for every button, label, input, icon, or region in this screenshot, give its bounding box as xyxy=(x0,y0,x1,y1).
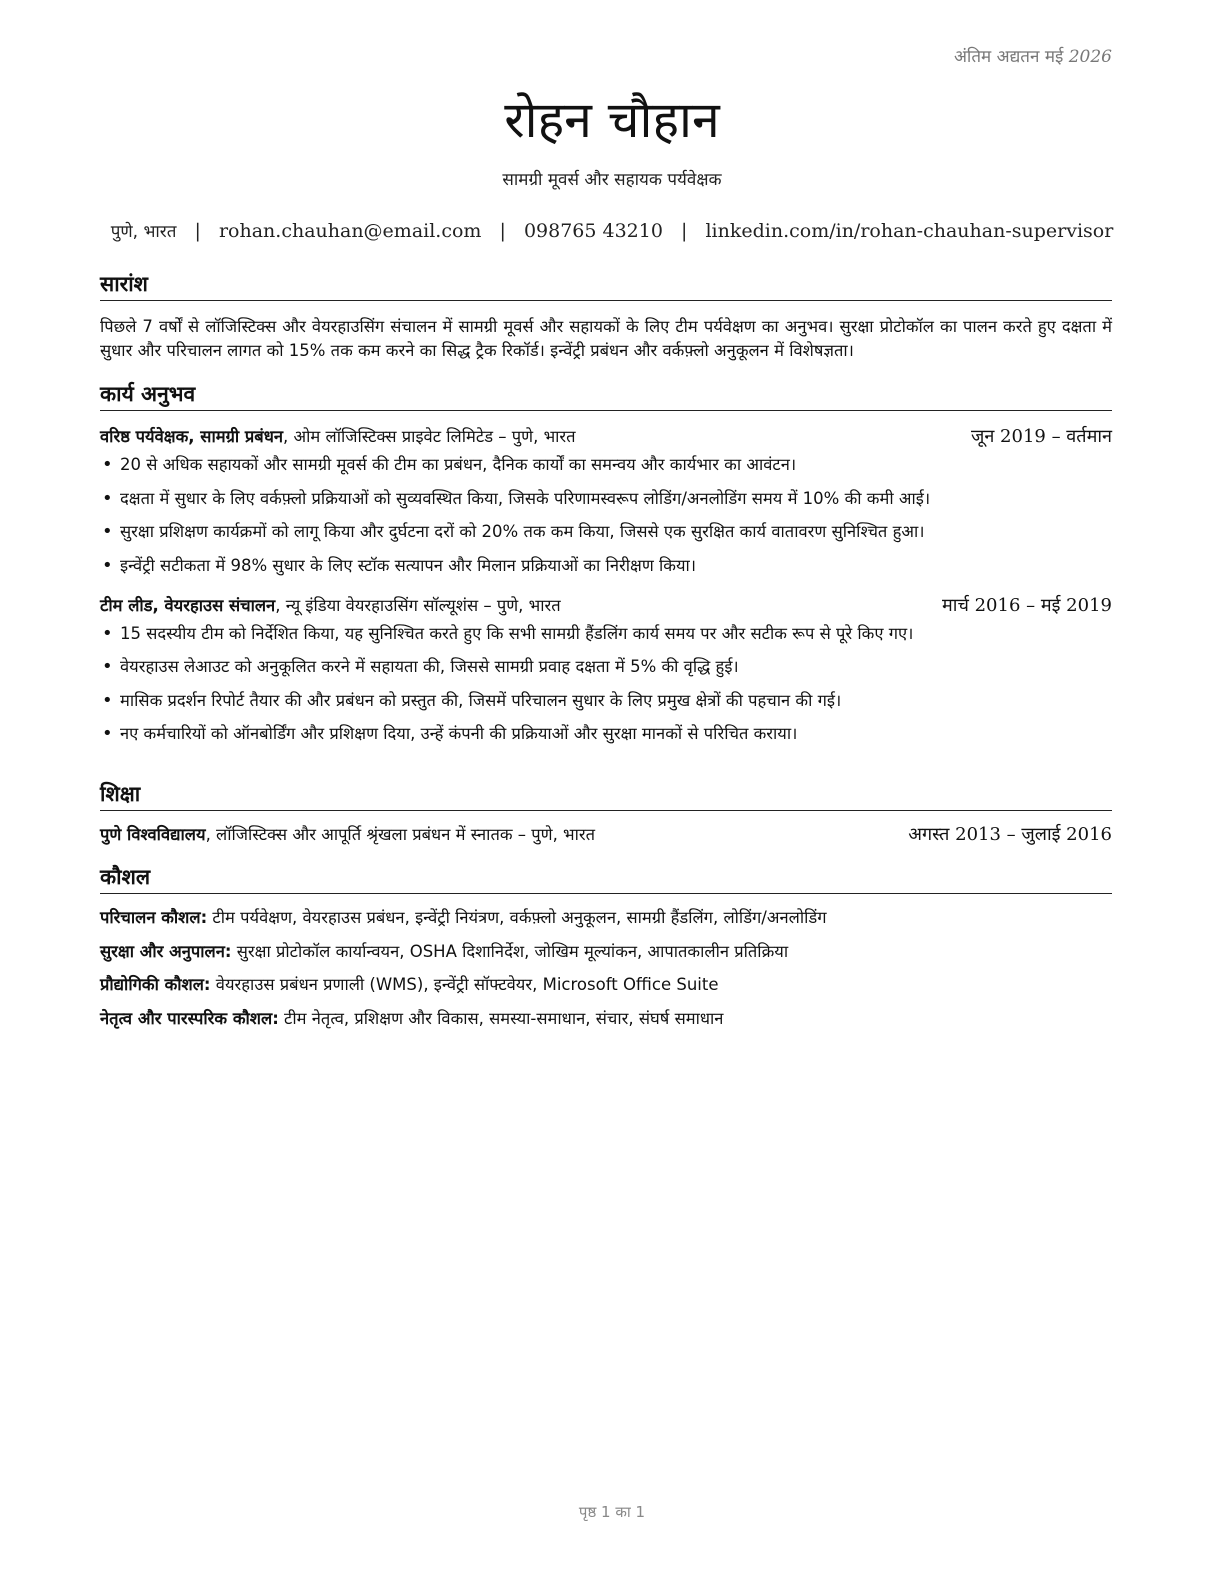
job-dates: जून 2019 – वर्तमान xyxy=(970,426,1112,447)
education-dates: अगस्त 2013 – जुलाई 2016 xyxy=(908,824,1112,845)
skill-label: परिचालन कौशल: xyxy=(100,908,208,927)
job-bullets xyxy=(100,453,1112,578)
job-role: टीम लीड, वेयरहाउस संचालन xyxy=(100,595,276,615)
last-updated-year: 2026 xyxy=(1068,47,1112,67)
bullet-item: • इन्वेंट्री सटीकता में 98% सुधार के लिए स्टॉक सत्यापन और मिलान प्रक्रियाओं का निरीक्षण किया। xyxy=(100,554,1112,578)
skill-row xyxy=(100,940,1112,964)
skills-section xyxy=(100,863,1112,1040)
education-heading: शिक्षा xyxy=(100,780,1112,811)
job-entry xyxy=(100,425,1112,578)
job-entry xyxy=(100,594,1112,747)
summary-heading: सारांश xyxy=(100,270,1112,301)
skill-row xyxy=(100,1007,1112,1031)
bullet-item: • मासिक प्रदर्शन रिपोर्ट तैयार की और प्रबंधन को प्रस्तुत की, जिसमें परिचालन सुधार के लिए प्रमुख क्षेत्रों की पहचान की गई। xyxy=(100,689,1112,713)
contact-separator: | xyxy=(681,220,688,242)
education-entry xyxy=(100,823,1112,847)
bullet-item: • 15 सदस्यीय टीम को निर्देशित किया, यह सुनिश्चित करते हुए कि सभी सामग्री हैंडलिंग कार्य समय पर और सटीक रूप से पूरे किए गए। xyxy=(100,622,1112,646)
skill-value: सुरक्षा प्रोटोकॉल कार्यान्वयन, OSHA दिशानिर्देश, जोखिम मूल्यांकन, आपातकालीन प्रतिक्रिया xyxy=(231,941,789,961)
education-section xyxy=(100,780,1112,847)
skill-value: टीम नेतृत्व, प्रशिक्षण और विकास, समस्या-समाधान, संचार, संघर्ष समाधान xyxy=(278,1008,724,1028)
experience-heading: कार्य अनुभव xyxy=(100,380,1112,411)
skill-value: वेयरहाउस प्रबंधन प्रणाली (WMS), इन्वेंट्री सॉफ्टवेयर, Microsoft Office Suite xyxy=(210,975,719,994)
skills-list xyxy=(100,906,1112,1031)
contact-separator: | xyxy=(194,220,201,242)
job-org: , न्यू इंडिया वेयरहाउसिंग सॉल्यूशंस – पुणे, भारत xyxy=(275,595,561,615)
bullet-item: • वेयरहाउस लेआउट को अनुकूलित करने में सहायता की, जिससे सामग्री प्रवाह दक्षता में 5% की वृद्धि हुई। xyxy=(100,655,1112,679)
skill-label: नेतृत्व और पारस्परिक कौशल: xyxy=(100,1008,279,1028)
contact-line xyxy=(0,219,1224,242)
contact-email[interactable]: rohan.chauhan@email.com xyxy=(218,220,482,242)
candidate-name: रोहन चौहान xyxy=(504,91,720,149)
contact-linkedin[interactable]: linkedin.com/in/rohan-chauhan-supervisor xyxy=(705,220,1114,242)
bullet-item: • 20 से अधिक सहायकों और सामग्री मूवर्स की टीम का प्रबंधन, दैनिक कार्यों का समन्वय और कार्यभार का आवंटन। xyxy=(100,453,1112,477)
job-dates: मार्च 2016 – मई 2019 xyxy=(942,594,1112,616)
skill-row xyxy=(100,906,1112,930)
experience-section xyxy=(100,380,1112,756)
contact-phone[interactable]: 098765 43210 xyxy=(523,220,663,242)
summary-section xyxy=(100,270,1112,363)
skill-label: सुरक्षा और अनुपालन: xyxy=(100,941,232,961)
contact-location: पुणे, भारत xyxy=(110,222,177,242)
skill-row xyxy=(100,973,1112,997)
job-header xyxy=(100,425,1112,449)
education-degree: , लॉजिस्टिक्स और आपूर्ति श्रृंखला प्रबंधन में स्नातक – पुणे, भारत xyxy=(205,825,596,844)
job-role: वरिष्ठ पर्यवेक्षक, सामग्री प्रबंधन xyxy=(100,427,284,446)
job-bullets xyxy=(100,622,1112,747)
education-school: पुणे विश्वविद्यालय xyxy=(100,825,206,844)
skill-value: टीम पर्यवेक्षण, वेयरहाउस प्रबंधन, इन्वेंट्री नियंत्रण, वर्कफ़्लो अनुकूलन, सामग्री हैंडलिंग, लोडिंग/अनलोडिंग xyxy=(207,908,827,927)
skills-heading: कौशल xyxy=(100,863,1112,894)
contact-separator: | xyxy=(499,220,506,242)
job-org: , ओम लॉजिस्टिक्स प्राइवेट लिमिटेड – पुणे, भारत xyxy=(283,427,576,446)
job-header xyxy=(100,594,1112,618)
bullet-item: • दक्षता में सुधार के लिए वर्कफ़्लो प्रक्रियाओं को सुव्यवस्थित किया, जिसके परिणामस्वरूप लोडिंग/अनलोडिंग समय में 10% की कमी आई। xyxy=(100,487,1112,511)
skill-label: प्रौद्योगिकी कौशल: xyxy=(100,975,211,994)
summary-text: पिछले 7 वर्षों से लॉजिस्टिक्स और वेयरहाउसिंग संचालन में सामग्री मूवर्स और सहायकों के लिए टीम पर्यवेक्षण का अनुभव। सुरक्षा प्रोटोकॉल का पालन करते हुए दक्षता में सुधार और परिचालन लागत को 15% तक कम करने का सिद्ध ट्रैक रिकॉर्ड। इन्वेंट्री प्रबंधन और वर्कफ़्लो अनुकूलन में विशेषज्ञता। xyxy=(100,317,1112,360)
bullet-item: • सुरक्षा प्रशिक्षण कार्यक्रमों को लागू किया और दुर्घटना दरों को 20% तक कम किया, जिससे एक सुरक्षित कार्य वातावरण सुनिश्चित हुआ। xyxy=(100,520,1112,544)
bullet-item: • नए कर्मचारियों को ऑनबोर्डिंग और प्रशिक्षण दिया, उन्हें कंपनी की प्रक्रियाओं और सुरक्षा मानकों से परिचित कराया। xyxy=(100,722,1112,746)
candidate-title: सामग्री मूवर्स और सहायक पर्यवेक्षक xyxy=(502,170,722,190)
last-updated-label: अंतिम अद्यतन मई xyxy=(953,47,1064,67)
last-updated xyxy=(954,44,1112,67)
page-number: पृष्ठ 1 का 1 xyxy=(578,1503,646,1521)
